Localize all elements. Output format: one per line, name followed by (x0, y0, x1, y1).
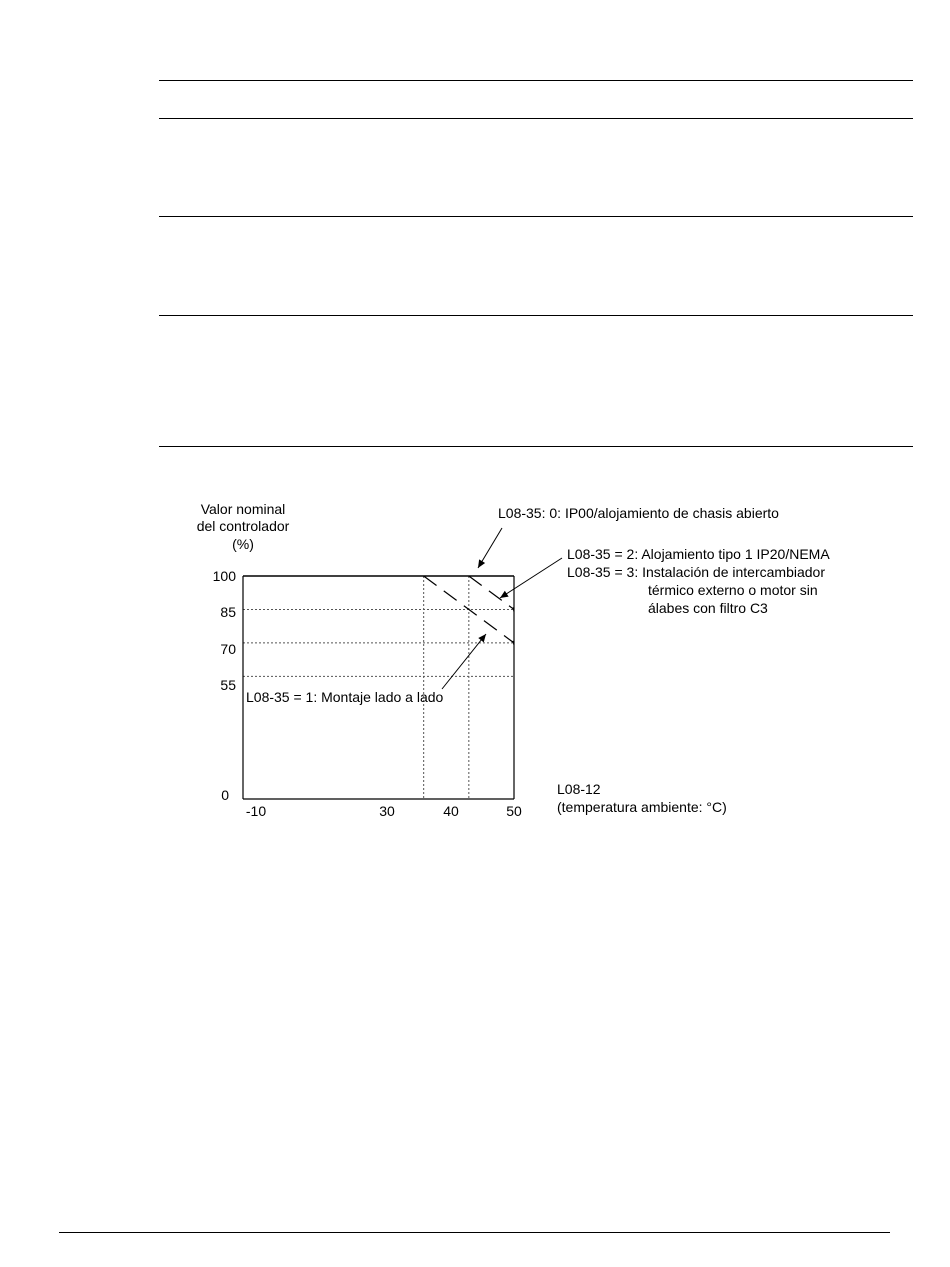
annotation-line: térmico externo o motor sin (648, 582, 818, 598)
annotation-side-by-side (246, 689, 444, 705)
arrow-side-by-side-head (478, 634, 486, 642)
series-line-ip20-nema (469, 576, 514, 609)
chart-grid (243, 576, 514, 799)
y-axis-title-line-1: Valor nominal (200, 501, 286, 517)
arrow-ip00-head (478, 559, 485, 568)
chart-series (243, 576, 514, 645)
arrow-ip20-nema-line (500, 558, 562, 598)
chart-arrows (442, 528, 562, 689)
footer-rule (59, 1232, 890, 1233)
arrow-ip20-nema-head (500, 591, 509, 598)
y-tick-labels (213, 568, 237, 803)
annotation-ip00-text: L08-35: 0: IP00/alojamiento de chasis abierto (498, 505, 779, 521)
annotation-ip20-nema (567, 546, 830, 616)
x-tick-label: 50 (506, 803, 522, 819)
x-tick-label: 30 (379, 803, 395, 819)
y-tick-label: 100 (212, 568, 236, 584)
x-axis-title-line-2: (temperatura ambiente: °C) (557, 799, 727, 815)
y-axis-title (197, 501, 290, 552)
annotation-line: L08-35 = 2: Alojamiento tipo 1 IP20/NEMA (567, 546, 830, 562)
annotation-line: álabes con filtro C3 (648, 600, 768, 616)
y-tick-label: 55 (220, 677, 236, 693)
x-tick-labels (246, 803, 522, 819)
y-tick-label: 70 (220, 641, 236, 657)
annotation-ip00 (498, 505, 779, 521)
y-tick-label: 0 (221, 787, 229, 803)
x-axis-title (557, 781, 727, 815)
x-tick-label: 40 (443, 803, 459, 819)
y-tick-label: 85 (220, 604, 236, 620)
annotation-side-by-side-text: L08-35 = 1: Montaje lado a lado (246, 689, 444, 705)
annotation-line: L08-35 = 3: Instalación de intercambiador (567, 564, 825, 580)
y-axis-title-line-3: (%) (232, 536, 254, 552)
y-axis-title-line-2: del controlador (196, 518, 290, 534)
arrow-side-by-side-line (442, 634, 486, 689)
x-axis-title-line-1: L08-12 (557, 781, 601, 797)
x-tick-label: -10 (245, 803, 267, 819)
